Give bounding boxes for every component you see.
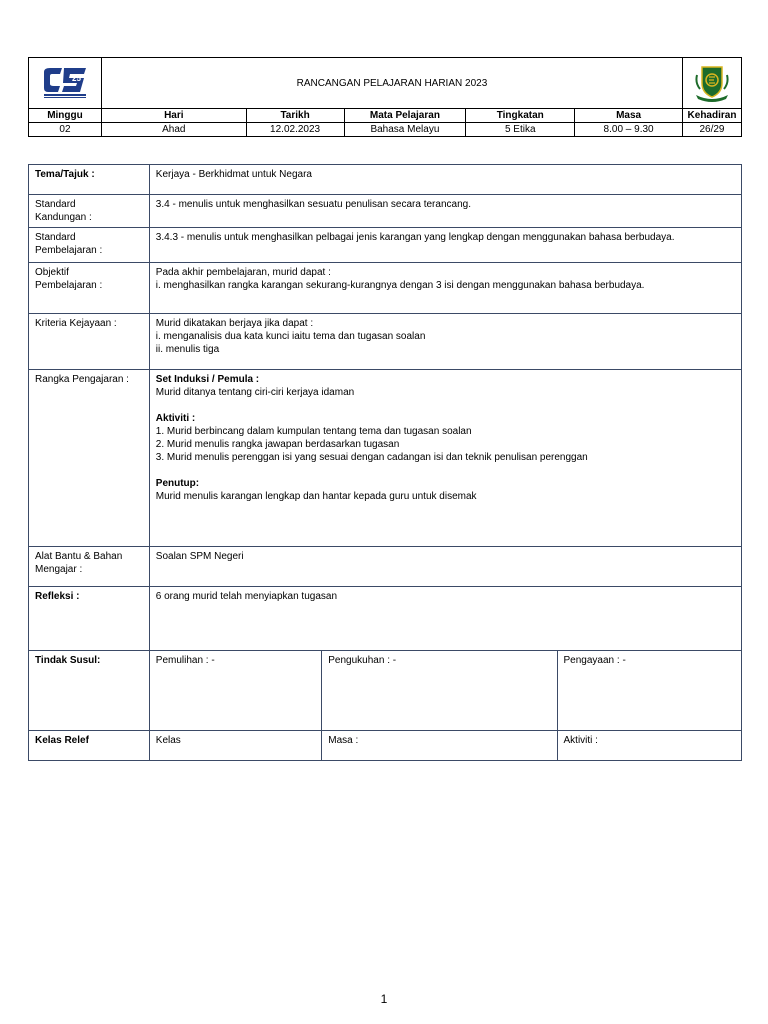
standard-pembelajaran-label-1: Standard (35, 232, 76, 243)
row-alat-bantu (29, 547, 742, 587)
standard-kandungan-label (29, 195, 150, 228)
minggu-value: 02 (29, 123, 102, 137)
kriteria-line-1: Murid dikatakan berjaya jika dapat : (155, 318, 314, 329)
document-title: RANCANGAN PELAJARAN HARIAN 2023 (101, 58, 682, 109)
col-minggu-label: Minggu (29, 109, 102, 123)
hari-value: Ahad (101, 123, 246, 137)
mata-pelajaran-value: Bahasa Melayu (344, 123, 466, 137)
row-tindak-susul (29, 651, 742, 731)
col-mata-pelajaran-label: Mata Pelajaran (344, 109, 466, 123)
kriteria-line-2: i. menganalisis dua kata kunci iaitu tema dan tugasan soalan (155, 331, 426, 342)
set-induksi-title: Set Induksi / Pemula : (155, 374, 260, 385)
alat-bantu-text: Soalan SPM Negeri (149, 547, 741, 587)
aktiviti-item: 2. Murid menulis rangka jawapan berdasarkan tugasan (155, 439, 400, 450)
kriteria-line-3: ii. menulis tiga (155, 344, 220, 355)
lesson-plan-table (28, 164, 742, 761)
masa-cell: Masa : (322, 731, 557, 761)
standard-kandungan-label-2: Kandungan : (35, 212, 92, 223)
standard-pembelajaran-label-2: Pembelajaran : (35, 245, 103, 256)
standard-kandungan-text: 3.4 - menulis untuk menghasilkan sesuatu penulisan secara terancang. (149, 195, 741, 228)
standard-pembelajaran-label (29, 228, 150, 263)
row-objektif (29, 263, 742, 314)
col-tingkatan-label: Tingkatan (466, 109, 575, 123)
kelas-cell: Kelas (149, 731, 321, 761)
objektif-label (29, 263, 150, 314)
right-logo-cell (682, 58, 741, 109)
row-refleksi (29, 587, 742, 651)
pengukuhan-cell: Pengukuhan : - (322, 651, 557, 731)
rangka-label: Rangka Pengajaran : (29, 370, 150, 547)
alat-bantu-label-2: Mengajar : (35, 564, 83, 575)
refleksi-text: 6 orang murid telah menyiapkan tugasan (149, 587, 741, 651)
objektif-label-1: Objektif (35, 267, 69, 278)
row-kriteria (29, 314, 742, 370)
pengayaan-cell: Pengayaan : - (557, 651, 741, 731)
col-tarikh-label: Tarikh (246, 109, 344, 123)
tindak-susul-label: Tindak Susul: (29, 651, 150, 731)
col-masa-label: Masa (575, 109, 683, 123)
pemulihan-cell: Pemulihan : - (149, 651, 321, 731)
standard-kandungan-label-1: Standard (35, 199, 76, 210)
school-logo-icon (40, 66, 90, 100)
set-induksi-text: Murid ditanya tentang ciri-ciri kerjaya idaman (155, 387, 355, 398)
row-standard-kandungan (29, 195, 742, 228)
header-table (28, 57, 742, 137)
objektif-line-1: Pada akhir pembelajaran, murid dapat : (155, 267, 331, 278)
col-kehadiran-label: Kehadiran (682, 109, 741, 123)
left-logo-cell (29, 58, 102, 109)
objektif-text (149, 263, 741, 314)
kriteria-text (149, 314, 741, 370)
penutup-text: Murid menulis karangan lengkap dan hantar kepada guru untuk disemak (155, 491, 477, 502)
row-kelas-relef (29, 731, 742, 761)
row-tema (29, 165, 742, 195)
logo-text: 25 (71, 74, 81, 83)
kehadiran-value: 26/29 (682, 123, 741, 137)
alat-bantu-label (29, 547, 150, 587)
aktiviti-item: 1. Murid berbincang dalam kumpulan tentang tema dan tugasan soalan (155, 426, 472, 437)
school-crest-icon (694, 63, 730, 103)
aktiviti-cell: Aktiviti : (557, 731, 741, 761)
col-hari-label: Hari (101, 109, 246, 123)
standard-pembelajaran-text: 3.4.3 - menulis untuk menghasilkan pelbagai jenis karangan yang lengkap dengan menggunakan bahasa berbudaya. (149, 228, 741, 263)
objektif-label-2: Pembelajaran : (35, 280, 103, 291)
refleksi-label: Refleksi : (29, 587, 150, 651)
alat-bantu-label-1: Alat Bantu & Bahan (35, 551, 123, 562)
tema-label: Tema/Tajuk : (29, 165, 150, 195)
aktiviti-item: 3. Murid menulis perenggan isi yang sesuai dengan cadangan isi dan teknik penulisan perenggan (155, 452, 588, 463)
aktiviti-title: Aktiviti : (155, 413, 196, 424)
kriteria-label: Kriteria Kejayaan : (29, 314, 150, 370)
tema-text: Kerjaya - Berkhidmat untuk Negara (149, 165, 741, 195)
objektif-line-2: i. menghasilkan rangka karangan sekurang-kurangnya dengan 3 isi dengan menggunakan bahasa berbudaya. (155, 280, 645, 291)
tingkatan-value: 5 Etika (466, 123, 575, 137)
rangka-text (149, 370, 741, 547)
row-rangka (29, 370, 742, 547)
penutup-title: Penutup: (155, 478, 200, 489)
kelas-relef-label: Kelas Relef (29, 731, 150, 761)
row-standard-pembelajaran (29, 228, 742, 263)
tarikh-value: 12.02.2023 (246, 123, 344, 137)
page-number: 1 (380, 992, 388, 1006)
masa-value: 8.00 – 9.30 (575, 123, 683, 137)
